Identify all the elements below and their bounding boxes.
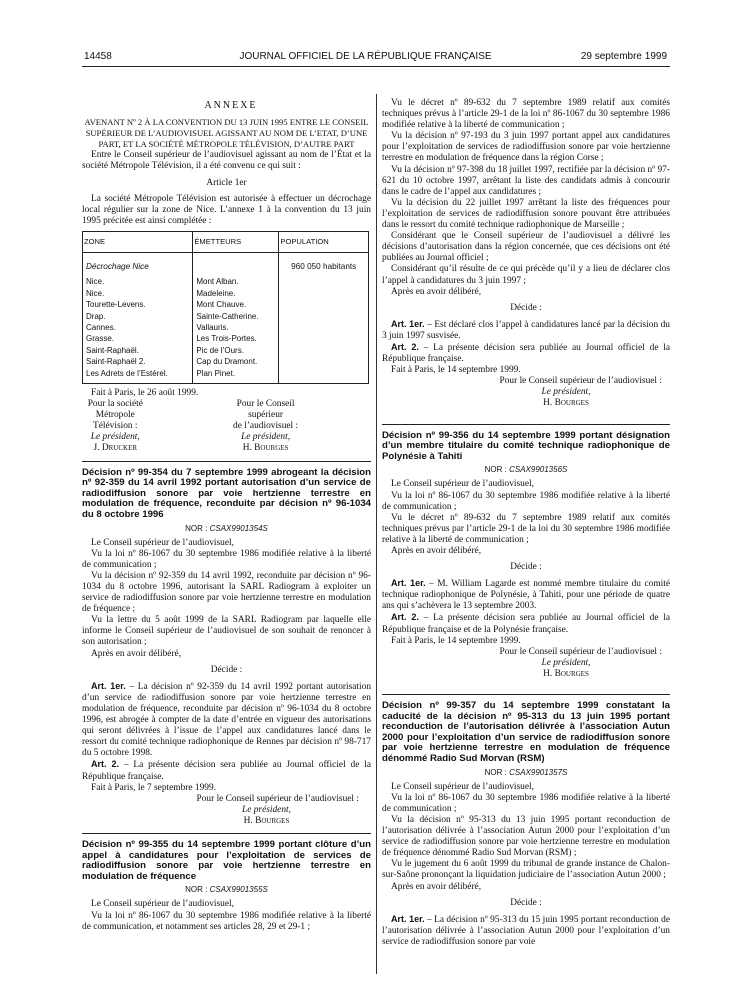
nor-357: NOR : CSAX9901357S: [484, 767, 568, 777]
article-text: La société Métropole Télévision est autorisée à effectuer un décrochage local régulier sur la zone de Nice. L’annexe 1 à la convention du 13 juin 1995 précitée est ainsi complétée :: [82, 193, 371, 226]
nor-355: NOR : CSAX9901355S: [185, 885, 268, 895]
signatory: Pour le Conseil supérieur de l’audiovisuel :: [499, 646, 662, 657]
article-heading: Article 1er: [206, 177, 247, 188]
decision-356-title: Décision nº 99-356 du 14 septembre 1999 portant désignation d’un membre titulaire du comité technique radiophonique de Polynésie à Tahiti: [382, 429, 670, 462]
article-1: Art. 1er. – La décision nº 95-313 du 15 juin 1995 portant reconduction de l’autorisation délivrée à l’association Autun 2000 pour l’exploitation d’un service de radiodiffusion sonore par voie: [382, 913, 670, 947]
article-2: Art. 2. – La présente décision sera publiée au Journal officiel de la République française et de la Polynésie française.: [382, 612, 671, 635]
header-rule: [82, 66, 670, 67]
decision-357-title: Décision nº 99-357 du 14 septembre 1999 constatant la caducité de la décision nº 95-313 du 13 juin 1995 portant reconduction de l’autorisation délivrée à l’association Autun 2000 pour l’exploitation d’un service de radiodiffusion sonore par voie hertzienne terrestre en modulation de fréquence dénommé Radio Sud Morvan (RSM): [382, 700, 670, 764]
transmitter-table: [82, 231, 369, 384]
fait-date: Fait à Paris, le 14 septembre 1999.: [391, 635, 521, 646]
fait-date: Fait à Paris, le 14 septembre 1999.: [391, 365, 521, 376]
paragraph: Après en avoir délibéré,: [391, 545, 482, 556]
article-1: Art. 1er. – M. William Lagarde est nommé membre titulaire du comité technique radiophonique de Polynésie, à Tahiti, pour une période de quatre ans qui s’achèvera le 13 septembre 2003.: [382, 578, 670, 612]
column-divider: [376, 94, 377, 974]
page-header: [0, 51, 731, 65]
signature-block: Pour la société Métropole Télévision : Le président, J. Drucker Pour le Conseil supérieur de l’audiovisuel : Le président, H. Bourges: [87, 399, 299, 454]
article-1: Art. 1er. – La décision nº 92-359 du 14 avril 1992 portant autorisation d’un service de radiodiffusion sonore par voie hertzienne terrestre en modulation de fréquence, reconduite par décision nº 96-1034 du 8 octobre 1996, est abrogée à compter de la date d’entrée en vigueur des autorisations qui seront délivrées à l’issue de l’appel aux candidatures lancé dans le ressort du comité technique radiophonique de Rennes par décision nº 98-717 du 5 octobre 1998.: [82, 680, 372, 759]
paragraph: Vu le jugement du 6 août 1999 du tribunal de grande instance de Chalon-sur-Saône prononçant la liquidation judiciaire de l’association Autun 2000 ;: [382, 859, 670, 881]
article-2: Art. 2. – La présente décision sera publiée au Journal officiel de la République française.: [82, 759, 371, 782]
paragraph: Vu la décision du 22 juillet 1997 arrêtant la liste des fréquences pour l’exploitation de services de radiodiffusion sonore pouvant être attribuées dans le ressort du comité technique radiophonique de Marseille ;: [382, 197, 670, 231]
article-1: Art. 1er. – Est déclaré clos l’appel à candidatures lancé par la décision du 3 juin 1997 susvisée.: [382, 318, 670, 341]
paragraph: Vu la décision nº 92-359 du 14 avril 1992, reconduite par décision nº 96-1034 du 8 octobre 1996, autorisant la SARL Radiogram à exploiter un service de radiodiffusion sonore par voie hertzienne terrestre en modulation de fréquence ;: [82, 570, 371, 615]
paragraph: Après en avoir délibéré,: [391, 881, 482, 892]
paragraph: Le Conseil supérieur de l’audiovisuel,: [391, 781, 534, 792]
paragraph: Vu la loi nº 86-1067 du 30 septembre 1986 modifiée relative à la liberté de communication ;: [82, 548, 371, 570]
decision-354-title: Décision nº 99-354 du 7 septembre 1999 abrogeant la décision nº 92-359 du 14 avril 1992 portant autorisation d’un service de radiodiffusion sonore par voie hertzienne terrestre en modulation de fréquence, reconduite par décision nº 96-1034 du 8 octobre 1996: [82, 466, 371, 520]
paragraph: Vu la loi nº 86-1067 du 30 septembre 1986 modifiée relative à la liberté de communication ;: [382, 490, 670, 512]
zone-list: Nice. Nice. Tourette-Levens. Drap. Cannes. Grasse. Saint-Raphaël. Saint-Raphaël 2. Les Adrets de l’Estérel.: [83, 274, 193, 383]
table-header-zone: ZONE: [83, 231, 193, 252]
signatory: Pour le Conseil supérieur de l’audiovisuel :: [499, 376, 662, 387]
nor-356: NOR : CSAX9901356S: [484, 465, 568, 475]
table-header-population: POPULATION: [279, 231, 369, 252]
paragraph: Vu la décision nº 97-398 du 18 juillet 1997, rectifiée par la décision nº 97-621 du 10 octobre 1997, arrêtant la liste des candidats admis à concourir dans le cadre de l’appel aux candidatures ;: [382, 164, 670, 197]
annex-heading: ANNEXE: [204, 100, 258, 111]
decide-heading: Décide :: [510, 302, 542, 313]
population-value: 960 050 habitants: [279, 252, 369, 274]
signatory-name: H. Bourges: [243, 815, 290, 826]
fait-date: Fait à Paris, le 7 septembre 1999.: [91, 782, 216, 793]
signatory: Pour le Conseil supérieur de l’audiovisuel :: [196, 793, 359, 804]
article-2: Art. 2. – La présente décision sera publiée au Journal officiel de la République française.: [382, 341, 671, 365]
issue-date: 29 septembre 1999: [580, 51, 667, 62]
signatory-title: Le président,: [242, 804, 291, 815]
signatory-name: H. Bourges: [543, 398, 589, 409]
decide-heading: Décide :: [510, 897, 542, 908]
paragraph: Vu la loi nº 86-1067 du 30 septembre 1986 modifiée relative à la liberté de communication, et notamment ses articles 28, 29 et 29-1 ;: [82, 910, 371, 932]
right-column: [382, 98, 670, 948]
intro-paragraph: Entre le Conseil supérieur de l’audiovisuel agissant au nom de l’État et la société Métropole Télévision, il a été convenu ce qui suit :: [82, 150, 371, 172]
paragraph: Vu le décret nº 89-632 du 7 septembre 1989 relatif aux comités techniques prévus par l’article 29-1 de la loi du 30 septembre 1986 modifiée relative à la liberté de communication ;: [382, 512, 670, 545]
signatory-name: H. Bourges: [543, 668, 589, 679]
page-number: 14458: [84, 51, 112, 62]
signatory-title: Le président,: [541, 387, 591, 398]
nor-354: NOR : CSAX9901354S: [185, 523, 268, 533]
paragraph: Vu le décret nº 89-632 du 7 septembre 1989 relatif aux comités techniques prévus à l’article 29-1 de la loi nº 86-1067 du 30 septembre 1986 modifiée relative à la liberté de communication ;: [382, 98, 670, 131]
paragraph: Après en avoir délibéré,: [91, 648, 182, 659]
paragraph: Le Conseil supérieur de l’audiovisuel,: [391, 479, 534, 490]
paragraph: Vu la décision nº 95-313 du 13 juin 1995 portant reconduction de l’autorisation délivrée à l’association Autun 2000 pour l’exploitation d’un service de radiodiffusion sonore par voie hertzienne terrestre en modulation de fréquence dénommé Radio Sud Morvan (RSM) ;: [382, 814, 670, 859]
paragraph: Considérant que le Conseil supérieur de l’audiovisuel a délivré les décisions d’autorisation dans la région concernée, que ces décisions ont été publiées au Journal officiel ;: [382, 231, 670, 264]
paragraph: Le Conseil supérieur de l’audiovisuel,: [91, 537, 234, 548]
decide-heading: Décide :: [510, 562, 542, 573]
paragraph: Vu la loi nº 86-1067 du 30 septembre 1986 modifiée relative à la liberté de communication ;: [382, 792, 670, 814]
zone-title: Décrochage Nice: [83, 252, 193, 274]
journal-title: JOURNAL OFFICIEL DE LA RÉPUBLIQUE FRANÇAISE: [239, 51, 492, 62]
paragraph: Vu la lettre du 5 août 1999 de la SARL Radiogram par laquelle elle informe le Conseil supérieur de l’audiovisuel de son souhait de renoncer à son autorisation ;: [82, 615, 371, 648]
signatory-title: Le président,: [541, 657, 591, 668]
emetteur-list: Mont Alban. Madeleine. Mont Chauve. Sainte-Catherine. Vallauris. Les Trois-Portes. Pic de l’Ours. Cap du Dramont. Plan Pinet.: [193, 274, 279, 383]
fait-date: Fait à Paris, le 26 août 1999.: [91, 388, 199, 398]
paragraph: Vu la décision nº 97-193 du 3 juin 1997 portant appel aux candidatures pour l’exploitation de services de radiodiffusion sonore par voie hertzienne terrestre en modulation de fréquence dans la région Corse ;: [382, 131, 670, 164]
table-row: [83, 274, 369, 383]
decide-heading: Décide :: [210, 664, 243, 675]
paragraph: Après en avoir délibéré,: [391, 286, 482, 297]
decision-355-title: Décision nº 99-355 du 14 septembre 1999 portant clôture d’un appel à candidatures pour l’exploitation de services de radiodiffusion sonore par voie hertzienne terrestre en modulation de fréquence: [82, 838, 371, 882]
left-column: [82, 100, 371, 933]
avenant-title: AVENANT Nº 2 À LA CONVENTION DU 13 JUIN 1995 ENTRE LE CONSEIL SUPÉRIEUR DE L’AUDIOVISUEL AGISSANT AU NOM DE L’ETAT, D’UNE PART, ET LA SOCIÉTÉ MÉTROPOLE TÉLÉVISION, D’AUTRE PART: [84, 117, 369, 150]
table-header-emetteurs: ÉMETTEURS: [193, 231, 279, 252]
paragraph: Considérant qu’il résulte de ce qui précède qu’il y a lieu de déclarer clos l’appel à candidatures du 3 juin 1997 ;: [382, 264, 670, 286]
paragraph: Le Conseil supérieur de l’audiovisuel,: [91, 899, 234, 910]
